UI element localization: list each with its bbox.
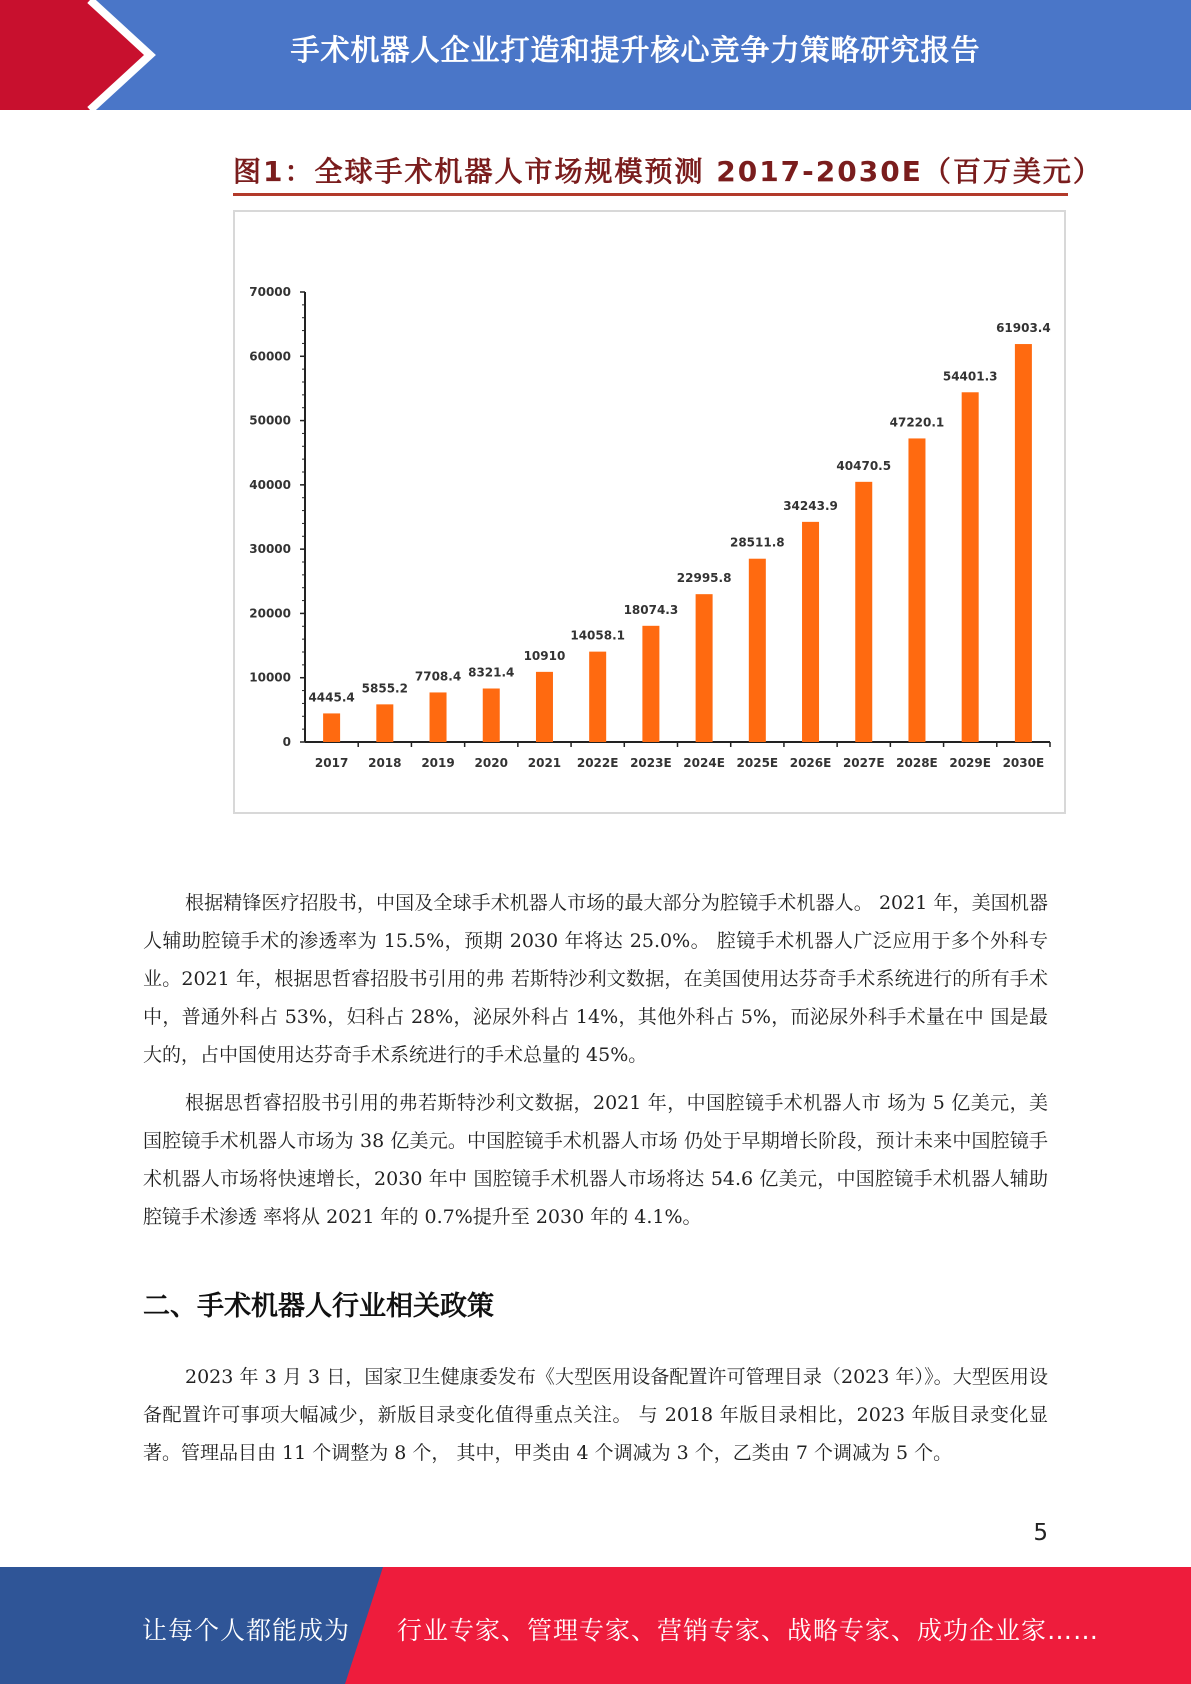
y-tick-label: 10000 <box>249 670 291 685</box>
bar <box>323 713 340 742</box>
data-label: 7708.4 <box>414 669 462 684</box>
data-label: 14058.1 <box>570 628 626 643</box>
data-label: 34243.9 <box>783 498 838 513</box>
bar <box>749 559 766 742</box>
y-tick-label: 40000 <box>249 477 291 492</box>
x-tick-label: 2017 <box>314 756 349 770</box>
x-tick-label: 2026E <box>789 756 832 770</box>
paragraph-1: 根据精锋医疗招股书，中国及全球手术机器人市场的最大部分为腔镜手术机器人。 2021 年，美国机器人辅助腔镜手术的渗透率为 15.5%，预期 2030 年将达 25.0%。 腔镜手术机器人广泛应用于多个外科专业。2021 年，根据思哲睿招股书引用的弗 若斯特沙利文数据，在美国使用达芬奇手术系统进行的所有手术中，普通外科占 53%，妇科占 28%，泌尿外科占 14%，其他外科占 5%，而泌尿外科手术量在中 国是最大的，占中国使用达芬奇手术系统进行的手术总量的 45%。 <box>143 892 1048 1066</box>
bar-chart-svg <box>235 212 1064 812</box>
bar <box>376 704 393 742</box>
x-tick-label: 2021 <box>527 756 562 770</box>
paragraph-2: 根据思哲睿招股书引用的弗若斯特沙利文数据，2021 年，中国腔镜手术机器人市 场为 5 亿美元，美国腔镜手术机器人市场为 38 亿美元。中国腔镜手术机器人市场 仍处于早期增长阶段，预计未来中国腔镜手术机器人市场将快速增长，2030 年中 国腔镜手术机器人市场将达 54.6 亿美元，中国腔镜手术机器人辅助腔镜手术渗透 率将从 2021 年的 0.7%提升至 2030 年的 4.1%。 <box>143 1092 1048 1228</box>
bar <box>802 522 819 742</box>
data-label: 61903.4 <box>996 321 1051 336</box>
page-footer <box>0 1567 1191 1684</box>
y-tick-label: 20000 <box>249 606 291 621</box>
x-tick-label: 2030E <box>1002 756 1045 770</box>
x-tick-label: 2020 <box>474 756 508 770</box>
bar <box>1015 344 1032 742</box>
figure-title-rule <box>233 193 1068 196</box>
bar <box>589 652 606 742</box>
x-tick-label: 2025E <box>736 756 779 770</box>
x-tick-label: 2024E <box>683 756 725 770</box>
y-tick-label: 60000 <box>249 349 291 364</box>
bar <box>430 692 447 742</box>
bar <box>962 392 979 742</box>
y-tick-label: 70000 <box>249 285 291 299</box>
bar <box>536 672 553 742</box>
x-tick-label: 2022E <box>576 756 619 770</box>
x-tick-label: 2018 <box>368 756 402 770</box>
footer-slogan-left: 让每个人都能成为 <box>142 1616 351 1645</box>
page-number: 5 <box>1033 1520 1048 1546</box>
x-tick-label: 2027E <box>842 756 885 770</box>
bar-chart <box>233 210 1066 814</box>
y-tick-label: 30000 <box>249 542 291 557</box>
bar <box>855 482 872 742</box>
data-label: 8321.4 <box>468 665 515 680</box>
data-label: 10910 <box>523 648 566 663</box>
data-label: 4445.4 <box>308 690 355 705</box>
x-tick-label: 2028E <box>896 756 938 770</box>
data-label: 18074.3 <box>623 602 679 617</box>
data-label: 5855.2 <box>361 681 408 696</box>
figure-title: 图1：全球手术机器人市场规模预测 2017-2030E（百万美元） <box>233 155 1103 188</box>
page-header <box>0 0 1191 110</box>
report-title: 手术机器人企业打造和提升核心竞争力策略研究报告 <box>290 33 981 67</box>
paragraph-3: 2023 年 3 月 3 日，国家卫生健康委发布《大型医用设备配置许可管理目录（2023 年）》。大型医用设备配置许可事项大幅减少，新版目录变化值得重点关注。 与 2018 年版目录相比，2023 年版目录变化显著。管理品目由 11 个调整为 8 个， 其中，甲类由 4 个调减为 3 个，乙类由 7 个调减为 5 个。 <box>143 1366 1048 1464</box>
x-tick-label: 2029E <box>949 756 991 770</box>
data-label: 47220.1 <box>889 415 945 430</box>
y-tick-label: 50000 <box>249 413 291 428</box>
data-label: 22995.8 <box>676 571 732 586</box>
footer-slogan-right: 行业专家、管理专家、营销专家、战略专家、成功企业家…… <box>397 1616 1100 1645</box>
bar <box>483 689 500 742</box>
bar <box>642 626 659 742</box>
bar <box>696 594 713 742</box>
data-label: 28511.8 <box>729 535 785 550</box>
y-tick-label: 0 <box>282 735 291 749</box>
bar <box>908 438 925 742</box>
x-tick-label: 2019 <box>421 756 455 770</box>
data-label: 54401.3 <box>942 369 998 384</box>
x-tick-label: 2023E <box>630 756 672 770</box>
data-label: 40470.5 <box>836 458 892 473</box>
section-heading: 二、手术机器人行业相关政策 <box>143 1291 494 1322</box>
